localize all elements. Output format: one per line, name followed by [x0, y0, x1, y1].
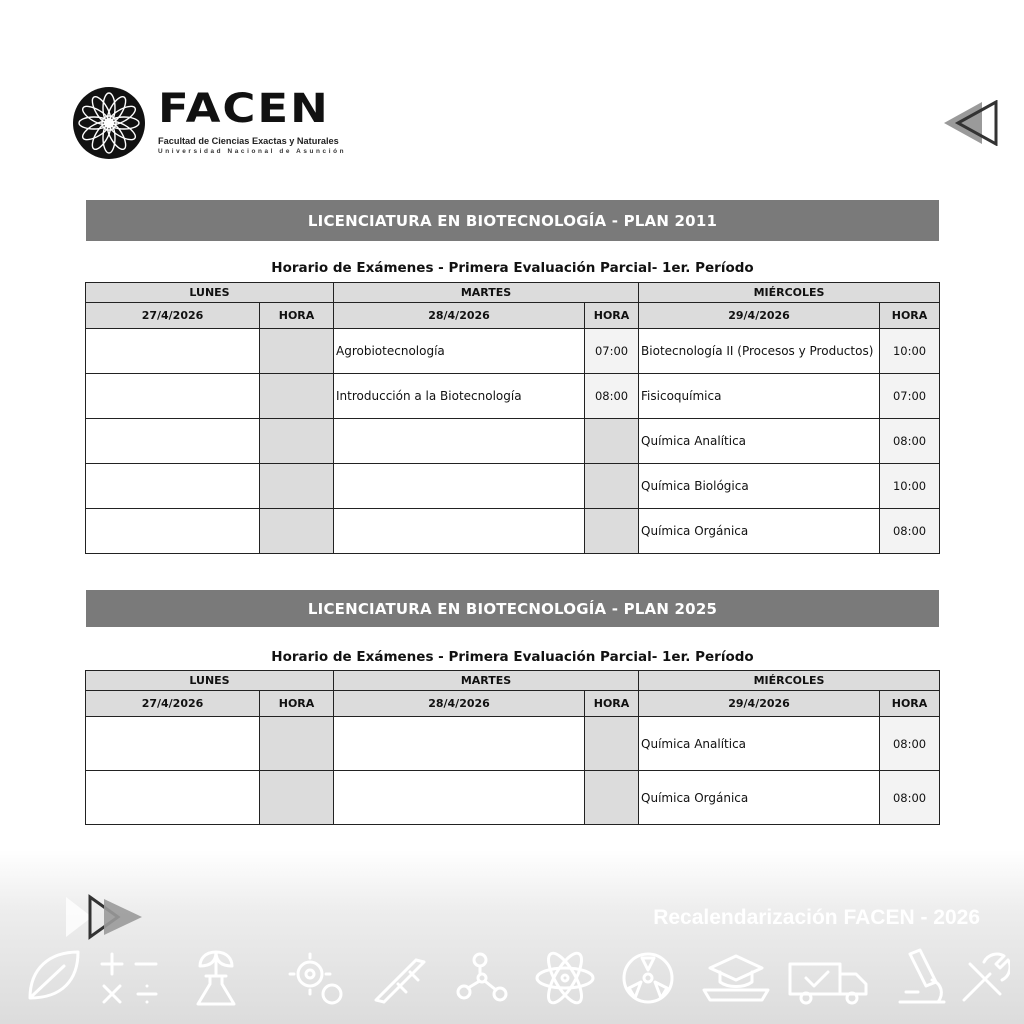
- lunes-hora: [260, 509, 334, 554]
- microscope-slides-icon: [376, 960, 424, 1002]
- lunes-subject: [86, 509, 260, 554]
- lunes-subject: [86, 717, 260, 771]
- hora-header: HORA: [260, 303, 334, 329]
- table-row: [86, 771, 940, 825]
- brand-faculty: Facultad de Ciencias Exactas y Naturales: [158, 136, 339, 146]
- date-header: 29/4/2026: [639, 691, 880, 717]
- date-header: 29/4/2026: [639, 303, 880, 329]
- lunes-subject: [86, 419, 260, 464]
- martes-hora: 08:00: [585, 374, 639, 419]
- hora-header: HORA: [880, 303, 940, 329]
- table-row: [86, 464, 940, 509]
- lunes-hora: [260, 464, 334, 509]
- tools-icon: [964, 954, 1010, 1000]
- table-row: [86, 509, 940, 554]
- day-header-martes: MARTES: [334, 283, 639, 303]
- miercoles-hora: 08:00: [880, 509, 940, 554]
- day-header-martes: MARTES: [334, 671, 639, 691]
- miercoles-hora: 08:00: [880, 419, 940, 464]
- martes-hora: [585, 419, 639, 464]
- table-row: [86, 329, 940, 374]
- truck-icon: [790, 964, 866, 1003]
- martes-hora: [585, 771, 639, 825]
- date-header: 28/4/2026: [334, 691, 585, 717]
- lunes-hora: [260, 717, 334, 771]
- table-row: [86, 419, 940, 464]
- lunes-subject: [86, 464, 260, 509]
- hora-header: HORA: [585, 303, 639, 329]
- section-banner-plan-2011: LICENCIATURA EN BIOTECNOLOGÍA - PLAN 2011: [86, 200, 939, 241]
- brand-university: Universidad Nacional de Asunción: [158, 148, 347, 155]
- date-header: 28/4/2026: [334, 303, 585, 329]
- lunes-hora: [260, 419, 334, 464]
- miercoles-subject: Química Biológica: [639, 464, 880, 509]
- miercoles-hora: 10:00: [880, 464, 940, 509]
- lunes-subject: [86, 374, 260, 419]
- molecule-icon: [458, 954, 506, 1000]
- miercoles-subject: Química Orgánica: [639, 509, 880, 554]
- martes-hora: [585, 717, 639, 771]
- plant-flask-icon: [198, 952, 234, 1004]
- back-arrow-icon[interactable]: [942, 100, 1002, 146]
- miercoles-subject: Fisicoquímica: [639, 374, 880, 419]
- day-header-miercoles: MIÉRCOLES: [639, 671, 940, 691]
- miercoles-hora: 08:00: [880, 717, 940, 771]
- hora-header: HORA: [260, 691, 334, 717]
- martes-hora: [585, 509, 639, 554]
- schedule-title: Horario de Exámenes - Primera Evaluación Parcial- 1er. Período: [271, 649, 754, 665]
- section-banner-plan-2025: LICENCIATURA EN BIOTECNOLOGÍA - PLAN 2025: [86, 590, 939, 627]
- day-header-lunes: LUNES: [86, 283, 334, 303]
- lunes-subject: [86, 329, 260, 374]
- radiation-icon: [624, 954, 672, 1002]
- lunes-subject: [86, 771, 260, 825]
- math-symbols-icon: [102, 954, 156, 1002]
- facen-logo-mandala-icon: [72, 86, 146, 160]
- miercoles-subject: Biotecnología II (Procesos y Productos): [639, 329, 880, 374]
- forward-arrow-icon[interactable]: [66, 893, 146, 941]
- atom-icon: [537, 949, 593, 1007]
- miercoles-subject: Química Analítica: [639, 717, 880, 771]
- martes-subject: [334, 771, 585, 825]
- martes-subject: [334, 419, 585, 464]
- science-icons-strip: [20, 940, 1010, 1010]
- lunes-hora: [260, 771, 334, 825]
- lunes-hora: [260, 374, 334, 419]
- graduation-laptop-icon: [704, 956, 768, 1000]
- martes-subject: [334, 464, 585, 509]
- table-row: [86, 717, 940, 771]
- miercoles-subject: Química Analítica: [639, 419, 880, 464]
- martes-hora: 07:00: [585, 329, 639, 374]
- date-header: 27/4/2026: [86, 691, 260, 717]
- schedule-title: Horario de Exámenes - Primera Evaluación Parcial- 1er. Período: [271, 260, 754, 276]
- table-row: [86, 374, 940, 419]
- date-header: 27/4/2026: [86, 303, 260, 329]
- miercoles-hora: 10:00: [880, 329, 940, 374]
- day-header-miercoles: MIÉRCOLES: [639, 283, 940, 303]
- hora-header: HORA: [880, 691, 940, 717]
- footer-title: Recalendarización FACEN - 2026: [653, 906, 980, 929]
- hora-header: HORA: [585, 691, 639, 717]
- gears-icon: [290, 954, 341, 1003]
- miercoles-hora: 07:00: [880, 374, 940, 419]
- brand-name: FACEN: [158, 84, 330, 133]
- martes-subject: Agrobiotecnología: [334, 329, 585, 374]
- martes-hora: [585, 464, 639, 509]
- exam-schedule-table: [85, 670, 940, 825]
- martes-subject: [334, 509, 585, 554]
- exam-schedule-table: [85, 282, 940, 554]
- lunes-hora: [260, 329, 334, 374]
- microscope-icon: [900, 950, 944, 1002]
- martes-subject: [334, 717, 585, 771]
- miercoles-subject: Química Orgánica: [639, 771, 880, 825]
- day-header-lunes: LUNES: [86, 671, 334, 691]
- miercoles-hora: 08:00: [880, 771, 940, 825]
- brand-block: [158, 84, 347, 155]
- leaf-icon: [30, 952, 78, 998]
- martes-subject: Introducción a la Biotecnología: [334, 374, 585, 419]
